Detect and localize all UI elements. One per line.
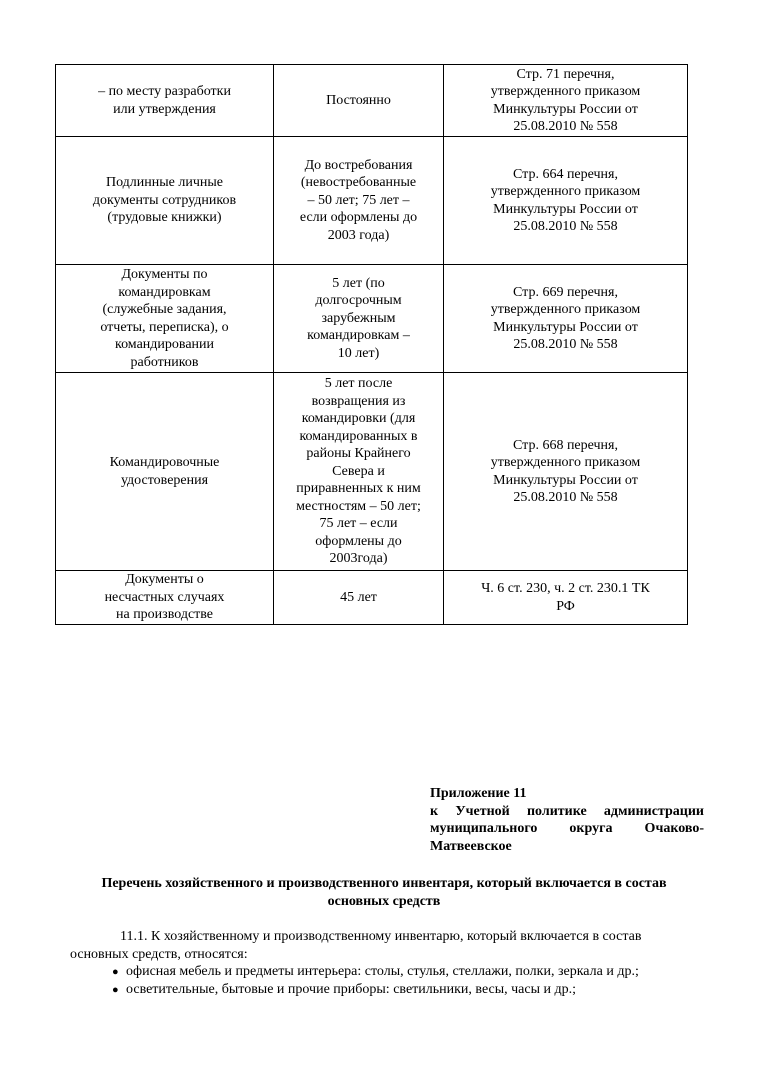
list-item	[112, 963, 712, 981]
table-row	[56, 265, 688, 373]
appendix-district-name: Матвеевское	[430, 838, 512, 854]
period-text: 5 лет (по долгосрочным зарубежным командировкам – 10 лет)	[307, 275, 410, 361]
bullet-dot-icon: ●	[112, 966, 119, 978]
document-cell	[56, 65, 274, 137]
document-cell	[56, 571, 274, 625]
section-heading	[60, 875, 708, 910]
paragraph-line: 11.1. К хозяйственному и производственному инвентарю, который включается в состав	[120, 929, 642, 944]
intro-paragraph	[70, 928, 706, 964]
list-item	[112, 981, 712, 999]
document-text: Документы по командировкам (служебные задания, отчеты, переписка), о командировании работников	[100, 267, 229, 370]
basis-text: Стр. 668 перечня, утвержденного приказом Минкультуры России от 25.08.2010 № 558	[490, 437, 641, 505]
period-text: 5 лет после возвращения из командировки (для командированных в районы Крайнего Севера и приравненных к ним местностям – 50 лет; 75 лет – если оформлены до 2003года)	[296, 376, 421, 567]
list-item-text: офисная мебель и предметы интерьера: столы, стулья, стеллажи, полки, зеркала и др.;	[126, 964, 639, 979]
basis-cell	[444, 265, 688, 373]
basis-text: Ч. 6 ст. 230, ч. 2 ст. 230.1 ТК РФ	[481, 581, 650, 614]
period-cell	[274, 373, 444, 571]
period-cell	[274, 571, 444, 625]
period-text: 45 лет	[340, 589, 377, 605]
table-row	[56, 373, 688, 571]
document-text: Подлинные личные документы сотрудников (трудовые книжки)	[92, 175, 237, 226]
document-text: Командировочные удостоверения	[109, 455, 220, 488]
table-row	[56, 571, 688, 625]
list-item-text: осветительные, бытовые и прочие приборы: светильники, весы, часы и др.;	[126, 982, 577, 997]
appendix-reference	[430, 785, 704, 855]
heading-line: основных средств	[327, 893, 441, 909]
basis-text: Стр. 71 перечня, утвержденного приказом Минкультуры России от 25.08.2010 № 558	[490, 66, 641, 134]
period-cell	[274, 65, 444, 137]
period-text: До востребования (невостребованные – 50 лет; 75 лет – если оформлены до 2003 года)	[299, 157, 418, 243]
period-cell	[274, 265, 444, 373]
paragraph-line: основных средств, относятся:	[70, 947, 248, 962]
period-text: Постоянно	[326, 92, 391, 108]
heading-line: Перечень хозяйственного и производственного инвентаря, который включается в состав	[101, 876, 667, 891]
basis-cell	[444, 373, 688, 571]
basis-text: Стр. 664 перечня, утвержденного приказом Минкультуры России от 25.08.2010 № 558	[490, 166, 641, 234]
period-cell	[274, 137, 444, 265]
document-cell	[56, 373, 274, 571]
table-row	[56, 65, 688, 137]
bullet-dot-icon: ●	[112, 984, 119, 996]
appendix-district-line: муниципального округа Очаково-	[430, 821, 704, 836]
document-cell	[56, 265, 274, 373]
document-text: Документы о несчастных случаях на производстве	[104, 572, 225, 623]
appendix-number: Приложение 11	[430, 786, 527, 801]
document-cell	[56, 137, 274, 265]
basis-text: Стр. 669 перечня, утвержденного приказом Минкультуры России от 25.08.2010 № 558	[490, 284, 641, 352]
document-text: – по месту разработки или утверждения	[98, 84, 231, 117]
basis-cell	[444, 137, 688, 265]
appendix-policy-line: к Учетной политике администрации	[430, 803, 704, 819]
inventory-list	[112, 963, 712, 999]
retention-table	[55, 64, 688, 625]
table-row	[56, 137, 688, 265]
basis-cell	[444, 65, 688, 137]
basis-cell	[444, 571, 688, 625]
